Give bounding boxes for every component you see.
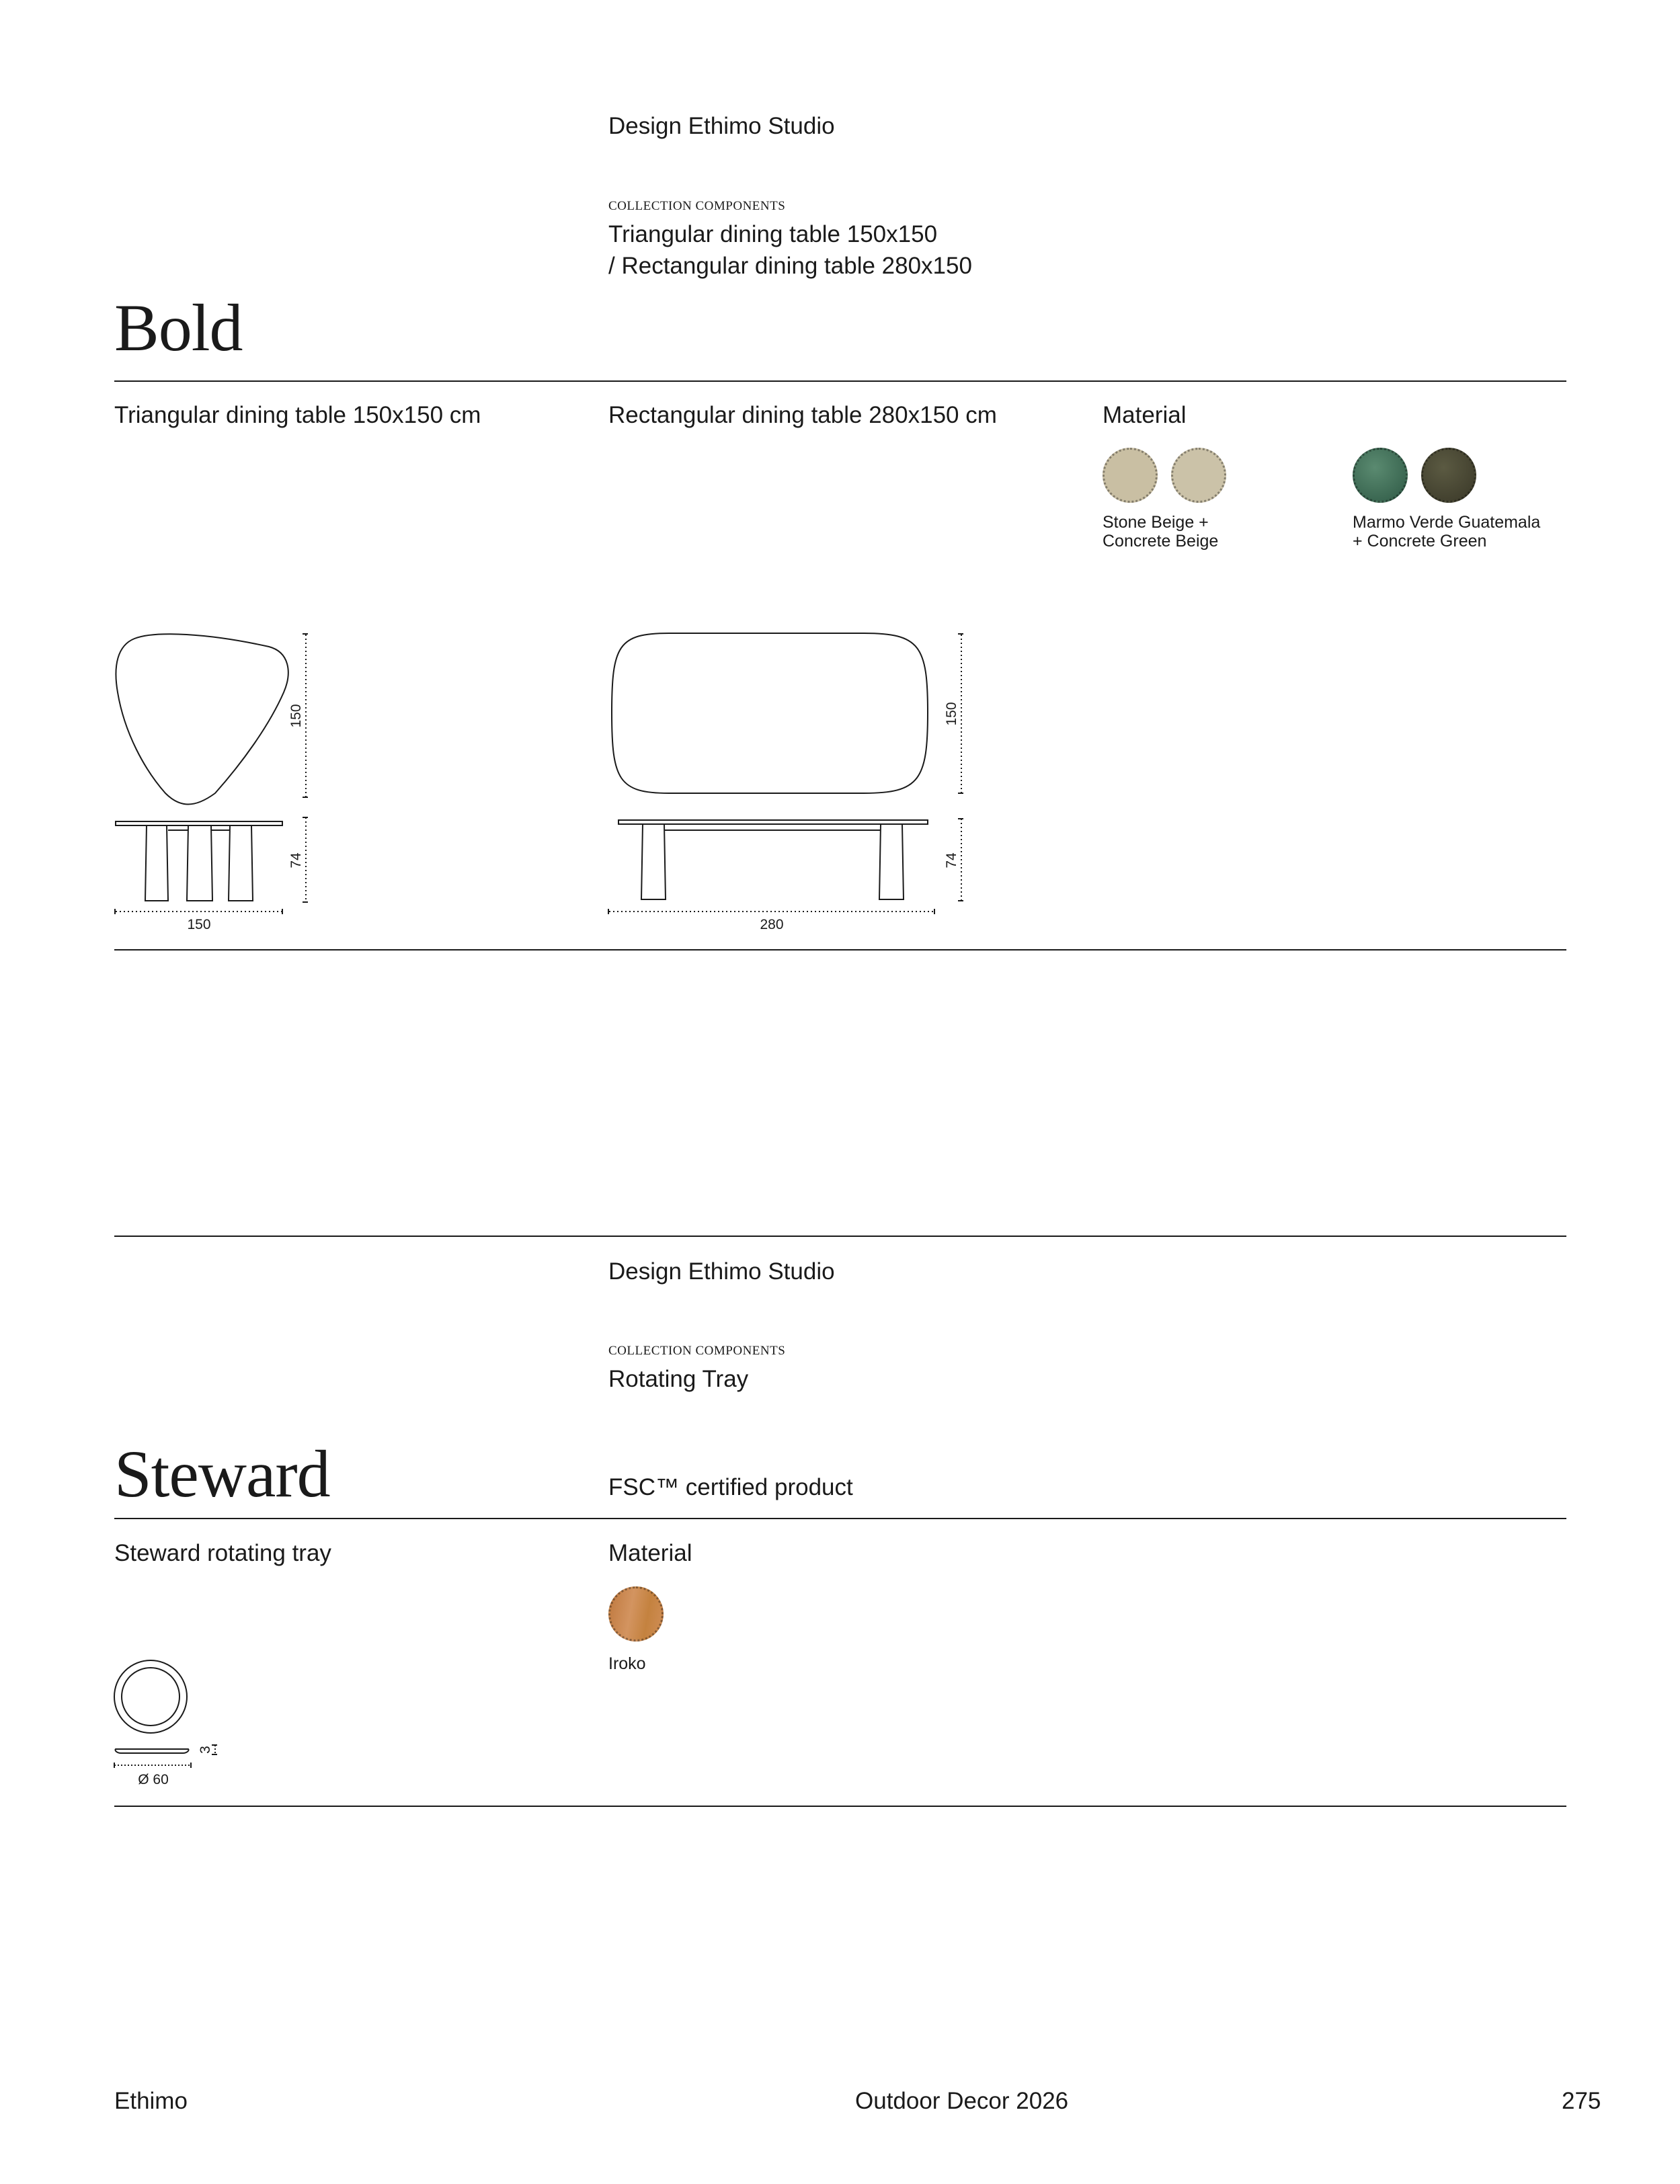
footer-page-number: 275	[1562, 2088, 1601, 2114]
triangular-leg-mid	[187, 825, 212, 901]
bold-title: Bold	[114, 290, 243, 365]
bold-col-triangular: Triangular dining table 150x150 cm	[114, 402, 481, 428]
triangular-top-view	[116, 634, 288, 804]
swatch-concrete-green	[1421, 448, 1476, 503]
triangular-leg-right	[229, 825, 253, 901]
material-1-label-line2: Concrete Beige	[1103, 532, 1219, 551]
steward-mid-rule	[114, 1518, 1566, 1519]
tri-dim-height: 74	[288, 852, 304, 868]
tray-top-inner	[122, 1668, 179, 1726]
steward-designer: Design Ethimo Studio	[608, 1258, 835, 1285]
bold-components-label: COLLECTION COMPONENTS	[608, 199, 786, 213]
rect-dim-width: 280	[760, 917, 784, 932]
rect-dim-height: 74	[944, 852, 959, 868]
material-1-label-line1: Stone Beige +	[1103, 513, 1209, 532]
rectangular-top-view	[612, 633, 928, 793]
steward-component-1: Rotating Tray	[608, 1366, 749, 1392]
steward-fsc: FSC™ certified product	[608, 1474, 853, 1500]
triangular-leg-left	[145, 825, 168, 901]
tray-dim-height: 3	[198, 1746, 213, 1754]
bold-top-rule	[114, 380, 1566, 382]
material-2-label-line2: + Concrete Green	[1353, 532, 1487, 551]
bold-designer: Design Ethimo Studio	[608, 113, 835, 139]
rectangular-leg-left	[641, 824, 666, 899]
swatch-stone-beige	[1103, 448, 1158, 503]
bold-col-rectangular: Rectangular dining table 280x150 cm	[608, 402, 997, 428]
bold-component-1: Triangular dining table 150x150	[608, 221, 938, 247]
swatch-iroko	[608, 1586, 664, 1642]
footer-catalog: Outdoor Decor 2026	[855, 2088, 1069, 2114]
steward-top-rule	[114, 1236, 1566, 1237]
triangular-table-drawing	[108, 625, 323, 934]
rectangular-leg-right	[879, 824, 904, 899]
tray-side-view	[115, 1749, 188, 1753]
swatch-marmo-verde	[1353, 448, 1408, 503]
steward-product-name: Steward rotating tray	[114, 1540, 331, 1566]
footer-brand: Ethimo	[114, 2088, 188, 2114]
rect-dim-depth: 150	[944, 702, 959, 726]
steward-components-label: COLLECTION COMPONENTS	[608, 1344, 786, 1358]
steward-tray-drawing	[108, 1654, 242, 1788]
steward-title: Steward	[114, 1437, 330, 1511]
tri-dim-width: 150	[187, 917, 211, 932]
bold-col-material: Material	[1103, 402, 1187, 428]
steward-material-heading: Material	[608, 1540, 692, 1566]
swatch-concrete-beige	[1171, 448, 1226, 503]
bold-component-2: / Rectangular dining table 280x150	[608, 253, 972, 279]
material-iroko-label: Iroko	[608, 1654, 646, 1673]
steward-bottom-rule	[114, 1806, 1566, 1807]
bold-bottom-rule	[114, 949, 1566, 951]
tray-top-outer	[114, 1660, 187, 1733]
tri-dim-depth: 150	[288, 704, 304, 728]
material-2-label-line1: Marmo Verde Guatemala	[1353, 513, 1541, 532]
tray-dim-diameter: Ø 60	[138, 1772, 169, 1787]
rectangular-table-drawing	[605, 625, 982, 941]
